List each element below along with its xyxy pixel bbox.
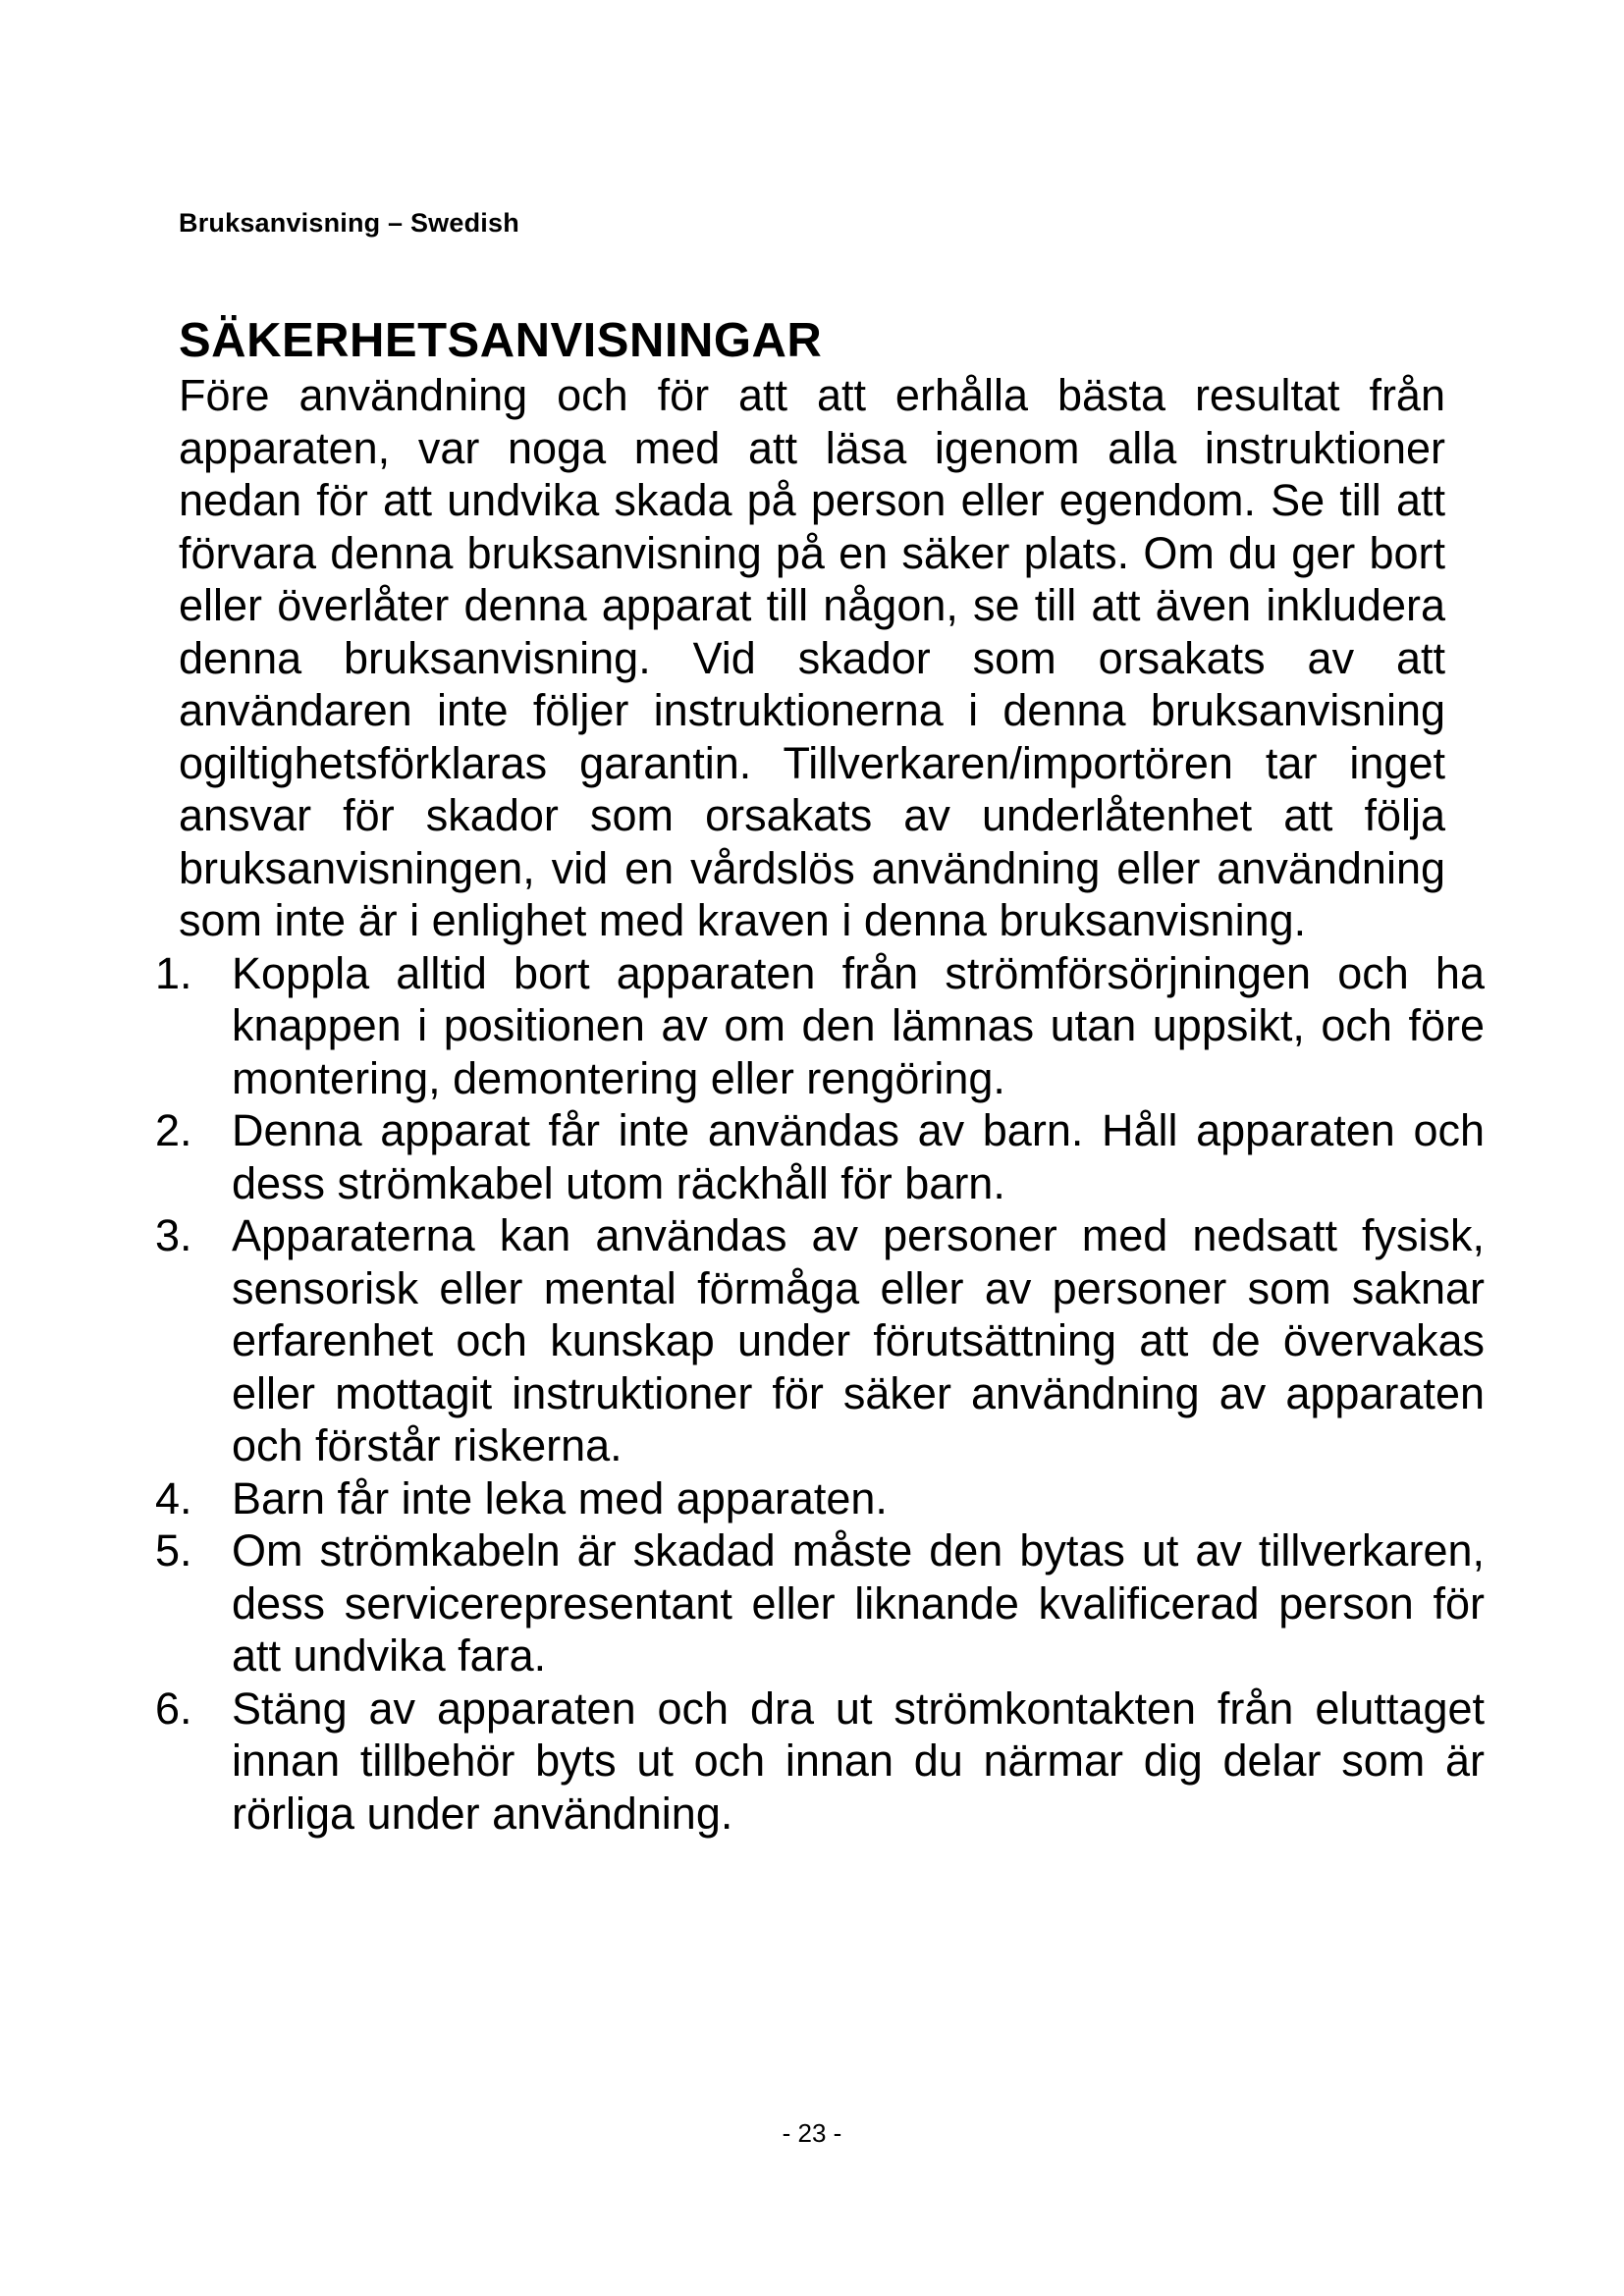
rule-number: 6. [155,1682,192,1734]
rule-text: Om strömkabeln är skadad måste den bytas ut av tillverkaren, dess servicerepresentant eller liknande kvalificerad person för att undvika fara. [232,1525,1485,1681]
rule-text: Apparaterna kan användas av personer med nedsatt fysisk, sensorisk eller mental förmåga eller av personer som saknar erfarenhet och kunskap under förutsättning att de övervakas eller mottagit instruktioner för säker användning av apparaten och förstår riskerna. [232,1210,1485,1470]
safety-rules-list [155,947,1485,1841]
rule-number: 3. [155,1210,192,1260]
rule-text: Koppla alltid bort apparaten från strömförsörjningen och ha knappen i positionen av om den lämnas utan uppsikt, och före montering, demontering eller rengöring. [232,947,1485,1103]
safety-section [155,312,1485,1840]
safety-rule [155,1209,1485,1472]
page-number: - 23 - [782,2118,842,2148]
rule-text: Barn får inte leka med apparaten. [232,1472,888,1523]
section-heading: SÄKERHETSANVISNINGAR [179,314,823,367]
intro-paragraph: Före användning och för att att erhålla bästa resultat från apparaten, var noga med att läsa igenom alla instruktioner nedan för att undvika skada på person eller egendom. Se till att förvara denna bruksanvisning på en säker plats. Om du ger bort eller överlåter denna apparat till någon, se till att även inkludera denna bruksanvisning. Vid skador som orsakats av att användaren inte följer instruktionerna i denna bruksanvisning ogiltighetsförklaras garantin. Tillverkaren/importören tar inget ansvar för skador som orsakats av underlåtenhet att följa bruksanvisningen, vid en vårdslös användning eller användning som inte är i enlighet med kraven i denna bruksanvisning. [179,370,1445,945]
rule-number: 5. [155,1525,192,1575]
rule-text: Stäng av apparaten och dra ut strömkontakten från eluttaget innan tillbehör byts ut och innan du närmar dig delar som är rörliga under användning. [232,1682,1485,1839]
safety-rule [155,947,1485,1105]
rule-number: 2. [155,1105,192,1155]
safety-rule [155,1104,1485,1209]
safety-rule [155,1682,1485,1841]
running-header: Bruksanvisning – Swedish [179,208,519,238]
safety-rule [155,1472,1485,1525]
safety-rule [155,1524,1485,1682]
rule-number: 1. [155,947,192,998]
rule-number: 4. [155,1472,192,1523]
rule-text: Denna apparat får inte användas av barn. Håll apparaten och dess strömkabel utom räckhåll för barn. [232,1105,1485,1208]
